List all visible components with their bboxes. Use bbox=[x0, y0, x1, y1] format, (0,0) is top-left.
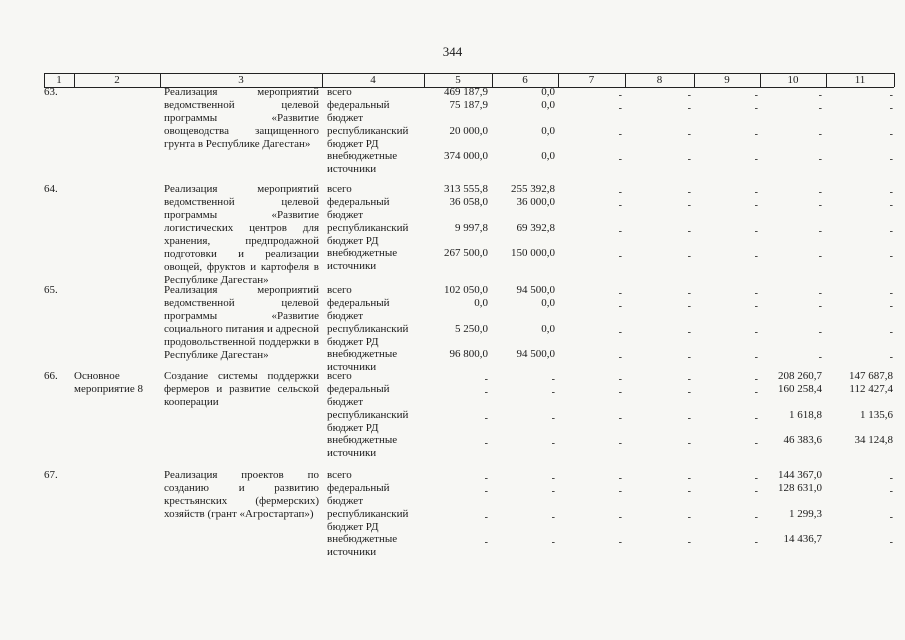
amount-cell: - bbox=[687, 374, 691, 385]
row-description: Реализация проектов по созданию и развитию крестьянских (фермерских) хозяйств (грант «Агростартап») bbox=[164, 469, 319, 520]
amount-cell: - bbox=[484, 486, 488, 497]
amount-cell: - bbox=[484, 387, 488, 398]
amount-cell: 9 997,8 bbox=[455, 222, 488, 234]
amount-cell: 46 383,6 bbox=[783, 434, 822, 446]
amount-cell: - bbox=[687, 387, 691, 398]
amount-cell: - bbox=[484, 438, 488, 449]
amount-cell: 36 058,0 bbox=[449, 196, 488, 208]
amount-cell: - bbox=[618, 129, 622, 140]
funding-source: внебюджетные источники bbox=[327, 533, 398, 558]
amount-cell: - bbox=[687, 327, 691, 338]
amount-cell: - bbox=[754, 251, 758, 262]
header-divider bbox=[894, 73, 895, 87]
header-col-10: 10 bbox=[787, 74, 799, 86]
funding-source: внебюджетные источники bbox=[327, 247, 398, 272]
amount-cell: - bbox=[889, 301, 893, 312]
amount-cell: - bbox=[754, 374, 758, 385]
header-divider bbox=[322, 73, 323, 87]
amount-cell: - bbox=[818, 90, 822, 101]
amount-cell: - bbox=[754, 226, 758, 237]
header-divider bbox=[558, 73, 559, 87]
funding-source: всего bbox=[327, 469, 352, 481]
amount-cell: - bbox=[618, 251, 622, 262]
amount-cell: 1 135,6 bbox=[860, 409, 893, 421]
amount-cell: 1 618,8 bbox=[789, 409, 822, 421]
amount-cell: 94 500,0 bbox=[516, 348, 555, 360]
amount-cell: - bbox=[889, 129, 893, 140]
amount-cell: - bbox=[889, 352, 893, 363]
row-description: Создание системы поддержки фермеров и развитие сельской кооперации bbox=[164, 370, 319, 408]
amount-cell: 14 436,7 bbox=[783, 533, 822, 545]
funding-source: всего bbox=[327, 183, 352, 195]
funding-source: федеральный бюджет bbox=[327, 383, 390, 408]
header-col-2: 2 bbox=[114, 74, 120, 86]
amount-cell: - bbox=[687, 438, 691, 449]
amount-cell: - bbox=[889, 327, 893, 338]
amount-cell: - bbox=[754, 187, 758, 198]
header-col-6: 6 bbox=[522, 74, 528, 86]
header-divider bbox=[760, 73, 761, 87]
amount-cell: - bbox=[484, 473, 488, 484]
amount-cell: - bbox=[551, 486, 555, 497]
header-divider bbox=[694, 73, 695, 87]
funding-source: федеральный бюджет bbox=[327, 196, 390, 221]
amount-cell: - bbox=[889, 154, 893, 165]
amount-cell: - bbox=[618, 387, 622, 398]
header-col-11: 11 bbox=[854, 74, 866, 86]
funding-source: внебюджетные источники bbox=[327, 348, 398, 373]
amount-cell: 96 800,0 bbox=[449, 348, 488, 360]
amount-cell: - bbox=[754, 129, 758, 140]
amount-cell: - bbox=[687, 537, 691, 548]
amount-cell: - bbox=[687, 352, 691, 363]
amount-cell: - bbox=[618, 352, 622, 363]
amount-cell: - bbox=[889, 187, 893, 198]
funding-source: внебюджетные источники bbox=[327, 434, 398, 459]
amount-cell: - bbox=[754, 327, 758, 338]
amount-cell: - bbox=[687, 301, 691, 312]
header-col-5: 5 bbox=[455, 74, 461, 86]
amount-cell: - bbox=[484, 374, 488, 385]
amount-cell: - bbox=[889, 537, 893, 548]
funding-source: внебюджетные источники bbox=[327, 150, 398, 175]
amount-cell: - bbox=[618, 486, 622, 497]
amount-cell: - bbox=[618, 288, 622, 299]
amount-cell: 102 050,0 bbox=[444, 284, 488, 296]
amount-cell: - bbox=[889, 486, 893, 497]
funding-source: республиканский бюджет РД bbox=[327, 323, 409, 348]
amount-cell: 144 367,0 bbox=[778, 469, 822, 481]
row-description: Реализация мероприятий ведомственной целевой программы «Развитие социального питания и адресной продовольственной поддержки в Республике Дагестан» bbox=[164, 284, 319, 361]
amount-cell: 128 631,0 bbox=[778, 482, 822, 494]
funding-source: федеральный бюджет bbox=[327, 482, 390, 507]
amount-cell: - bbox=[551, 512, 555, 523]
row-number: 64. bbox=[44, 183, 58, 195]
amount-cell: 0,0 bbox=[541, 150, 555, 162]
row-number: 63. bbox=[44, 86, 58, 98]
amount-cell: - bbox=[618, 103, 622, 114]
amount-cell: - bbox=[754, 352, 758, 363]
funding-source: всего bbox=[327, 86, 352, 98]
row-number: 66. bbox=[44, 370, 58, 382]
header-col-8: 8 bbox=[656, 74, 663, 86]
header-divider bbox=[625, 73, 626, 87]
header-divider bbox=[160, 73, 161, 87]
amount-cell: - bbox=[754, 512, 758, 523]
amount-cell: - bbox=[818, 200, 822, 211]
amount-cell: - bbox=[889, 90, 893, 101]
funding-source: федеральный бюджет bbox=[327, 99, 390, 124]
amount-cell: - bbox=[818, 301, 822, 312]
amount-cell: - bbox=[754, 103, 758, 114]
amount-cell: - bbox=[818, 129, 822, 140]
amount-cell: - bbox=[754, 413, 758, 424]
row-description: Реализация мероприятий ведомственной целевой программы «Развитие логистических центров для хранения, предпродажной подготовки и реализации овощей, фруктов и картофеля в Республике Дагестан» bbox=[164, 183, 319, 286]
row-number: 65. bbox=[44, 284, 58, 296]
amount-cell: - bbox=[889, 251, 893, 262]
amount-cell: - bbox=[551, 537, 555, 548]
amount-cell: - bbox=[818, 154, 822, 165]
amount-cell: 112 427,4 bbox=[849, 383, 893, 395]
amount-cell: - bbox=[889, 226, 893, 237]
amount-cell: - bbox=[687, 187, 691, 198]
amount-cell: - bbox=[754, 473, 758, 484]
amount-cell: - bbox=[889, 288, 893, 299]
amount-cell: 0,0 bbox=[541, 86, 555, 98]
header-divider bbox=[44, 73, 45, 87]
amount-cell: 147 687,8 bbox=[849, 370, 893, 382]
amount-cell: - bbox=[818, 251, 822, 262]
row-number: 67. bbox=[44, 469, 58, 481]
amount-cell: - bbox=[484, 413, 488, 424]
header-col-9: 9 bbox=[724, 74, 730, 86]
header-divider bbox=[424, 73, 425, 87]
amount-cell: - bbox=[618, 154, 622, 165]
amount-cell: - bbox=[754, 438, 758, 449]
amount-cell: - bbox=[687, 288, 691, 299]
amount-cell: - bbox=[889, 473, 893, 484]
amount-cell: 20 000,0 bbox=[449, 125, 488, 137]
amount-cell: - bbox=[818, 327, 822, 338]
amount-cell: 255 392,8 bbox=[511, 183, 555, 195]
amount-cell: - bbox=[687, 512, 691, 523]
amount-cell: - bbox=[551, 374, 555, 385]
amount-cell: - bbox=[687, 473, 691, 484]
amount-cell: - bbox=[754, 387, 758, 398]
amount-cell: - bbox=[618, 301, 622, 312]
funding-source: республиканский бюджет РД bbox=[327, 409, 409, 434]
funding-source: всего bbox=[327, 284, 352, 296]
amount-cell: - bbox=[754, 301, 758, 312]
header-col-7: 7 bbox=[588, 74, 595, 86]
amount-cell: - bbox=[551, 413, 555, 424]
funding-source: республиканский бюджет РД bbox=[327, 125, 409, 150]
amount-cell: - bbox=[687, 486, 691, 497]
amount-cell: - bbox=[618, 200, 622, 211]
amount-cell: - bbox=[889, 103, 893, 114]
amount-cell: - bbox=[618, 512, 622, 523]
amount-cell: - bbox=[754, 154, 758, 165]
amount-cell: 1 299,3 bbox=[789, 508, 822, 520]
amount-cell: 0,0 bbox=[474, 297, 488, 309]
amount-cell: 0,0 bbox=[541, 99, 555, 111]
header-col-4: 4 bbox=[370, 74, 376, 86]
funding-source: республиканский бюджет РД bbox=[327, 222, 409, 247]
amount-cell: - bbox=[484, 537, 488, 548]
amount-cell: 267 500,0 bbox=[444, 247, 488, 259]
amount-cell: 150 000,0 bbox=[511, 247, 555, 259]
amount-cell: - bbox=[687, 103, 691, 114]
amount-cell: - bbox=[687, 251, 691, 262]
funding-source: федеральный бюджет bbox=[327, 297, 390, 322]
amount-cell: - bbox=[818, 226, 822, 237]
amount-cell: - bbox=[484, 512, 488, 523]
amount-cell: - bbox=[754, 200, 758, 211]
amount-cell: - bbox=[687, 129, 691, 140]
amount-cell: - bbox=[818, 103, 822, 114]
row-description: Реализация мероприятий ведомственной целевой программы «Развитие овощеводства защищенного грунта в Республике Дагестан» bbox=[164, 86, 319, 150]
header-divider bbox=[826, 73, 827, 87]
amount-cell: - bbox=[754, 288, 758, 299]
amount-cell: - bbox=[889, 200, 893, 211]
amount-cell: - bbox=[687, 226, 691, 237]
amount-cell: - bbox=[687, 90, 691, 101]
amount-cell: 69 392,8 bbox=[516, 222, 555, 234]
header-divider bbox=[74, 73, 75, 87]
amount-cell: - bbox=[551, 387, 555, 398]
amount-cell: - bbox=[754, 90, 758, 101]
amount-cell: - bbox=[618, 226, 622, 237]
amount-cell: - bbox=[618, 473, 622, 484]
amount-cell: 374 000,0 bbox=[444, 150, 488, 162]
amount-cell: 0,0 bbox=[541, 323, 555, 335]
amount-cell: - bbox=[754, 486, 758, 497]
amount-cell: - bbox=[687, 154, 691, 165]
header-divider bbox=[492, 73, 493, 87]
amount-cell: - bbox=[754, 537, 758, 548]
row-main-activity: Основное мероприятие 8 bbox=[74, 370, 144, 395]
amount-cell: 0,0 bbox=[541, 297, 555, 309]
amount-cell: 94 500,0 bbox=[516, 284, 555, 296]
amount-cell: 34 124,8 bbox=[854, 434, 893, 446]
funding-source: республиканский бюджет РД bbox=[327, 508, 409, 533]
amount-cell: - bbox=[889, 512, 893, 523]
amount-cell: - bbox=[551, 438, 555, 449]
amount-cell: 208 260,7 bbox=[778, 370, 822, 382]
amount-cell: - bbox=[618, 327, 622, 338]
amount-cell: 5 250,0 bbox=[455, 323, 488, 335]
amount-cell: - bbox=[687, 413, 691, 424]
header-col-1: 1 bbox=[56, 74, 62, 86]
header-col-3: 3 bbox=[238, 74, 244, 86]
amount-cell: - bbox=[687, 200, 691, 211]
amount-cell: 469 187,9 bbox=[444, 86, 488, 98]
amount-cell: - bbox=[618, 90, 622, 101]
page-number: 344 bbox=[442, 44, 463, 59]
amount-cell: - bbox=[618, 537, 622, 548]
amount-cell: - bbox=[818, 352, 822, 363]
amount-cell: - bbox=[618, 438, 622, 449]
amount-cell: - bbox=[618, 187, 622, 198]
amount-cell: - bbox=[618, 374, 622, 385]
amount-cell: 313 555,8 bbox=[444, 183, 488, 195]
amount-cell: 75 187,9 bbox=[449, 99, 488, 111]
amount-cell: 160 258,4 bbox=[778, 383, 822, 395]
amount-cell: - bbox=[551, 473, 555, 484]
amount-cell: - bbox=[818, 288, 822, 299]
amount-cell: 0,0 bbox=[541, 125, 555, 137]
funding-source: всего bbox=[327, 370, 352, 382]
amount-cell: - bbox=[818, 187, 822, 198]
amount-cell: 36 000,0 bbox=[516, 196, 555, 208]
amount-cell: - bbox=[618, 413, 622, 424]
